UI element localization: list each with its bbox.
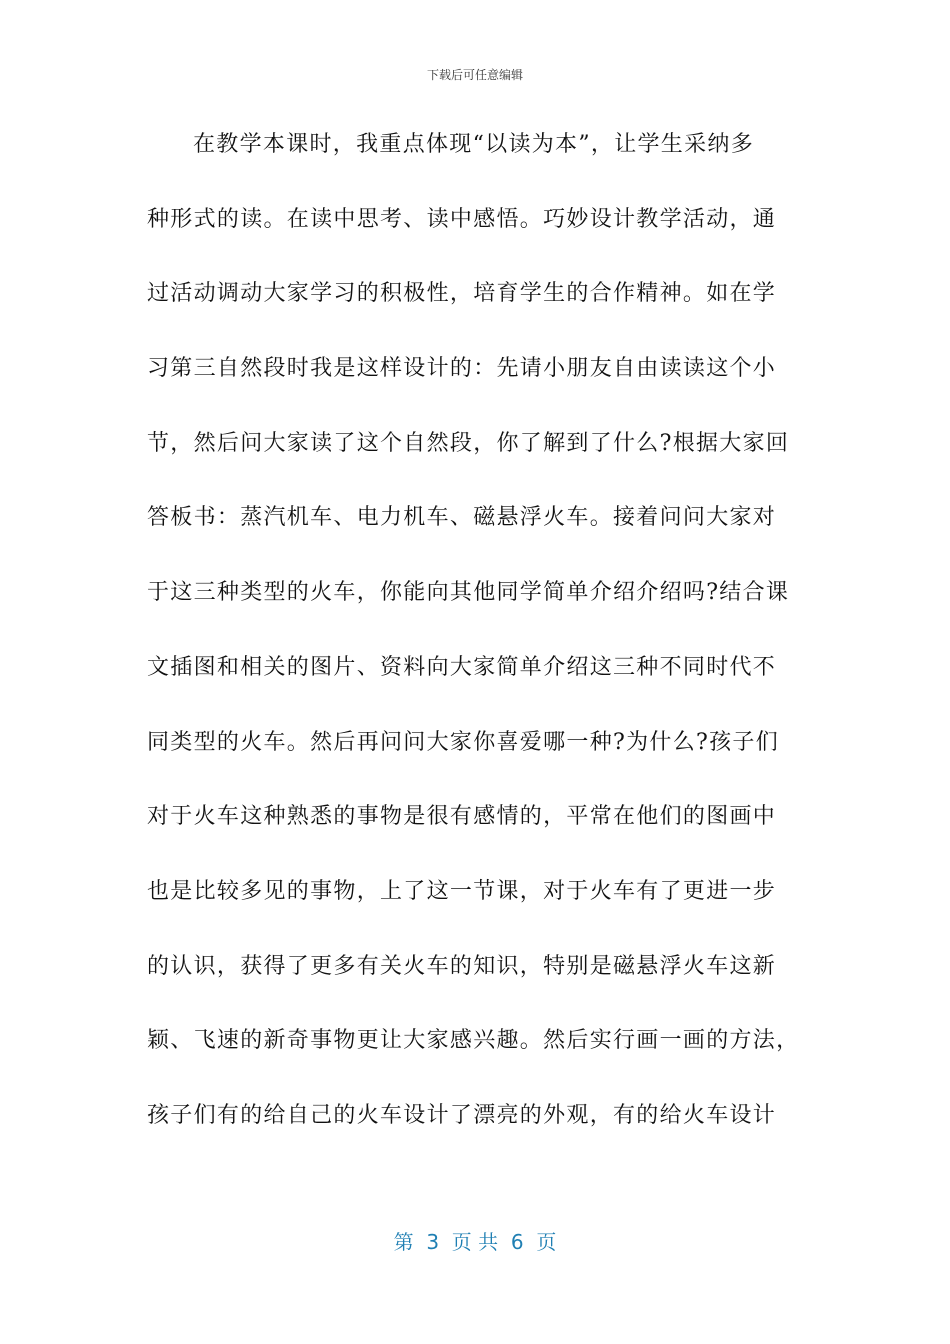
text-line: 对于火车这种熟悉的事物是很有感情的，平常在他们的图画中 (147, 804, 777, 830)
text-line: 在教学本课时，我重点体现“以读为本”，让学生采纳多 (193, 132, 754, 157)
text-line: 也是比较多见的事物，上了这一节课，对于火车有了更进一步 (147, 878, 777, 904)
body-text (147, 120, 807, 1166)
page-header: 下载后可任意编辑 (426, 68, 523, 82)
text-line: 颖、飞速的新奇事物更让大家感兴趣。然后实行画一画的方法， (147, 1028, 800, 1054)
text-line: 同类型的火车。然后再问问大家你喜爱哪一种?为什么?孩子们 (147, 729, 779, 755)
page-number: 第 3 页 共 6 页 (393, 1230, 557, 1254)
text-line: 于这三种类型的火车，你能向其他同学简单介绍介绍吗?结合课 (147, 580, 790, 606)
text-line: 过活动调动大家学习的积极性，培育学生的合作精神。如在学 (147, 281, 777, 307)
text-line: 答板书：蒸汽机车、电力机车、磁悬浮火车。接着问问大家对 (147, 505, 777, 531)
text-line: 文插图和相关的图片、资料向大家简单介绍这三种不同时代不 (147, 654, 777, 680)
text-line: 的认识，获得了更多有关火车的知识，特别是磁悬浮火车这新 (147, 953, 777, 979)
text-line: 孩子们有的给自己的火车设计了漂亮的外观，有的给火车设计 (147, 1102, 777, 1128)
text-line: 节，然后问大家读了这个自然段，你了解到了什么?根据大家回 (147, 430, 790, 456)
text-line: 种形式的读。在读中思考、读中感悟。巧妙设计教学活动，通 (147, 206, 777, 232)
text-line: 习第三自然段时我是这样设计的：先请小朋友自由读读这个小 (147, 356, 777, 382)
